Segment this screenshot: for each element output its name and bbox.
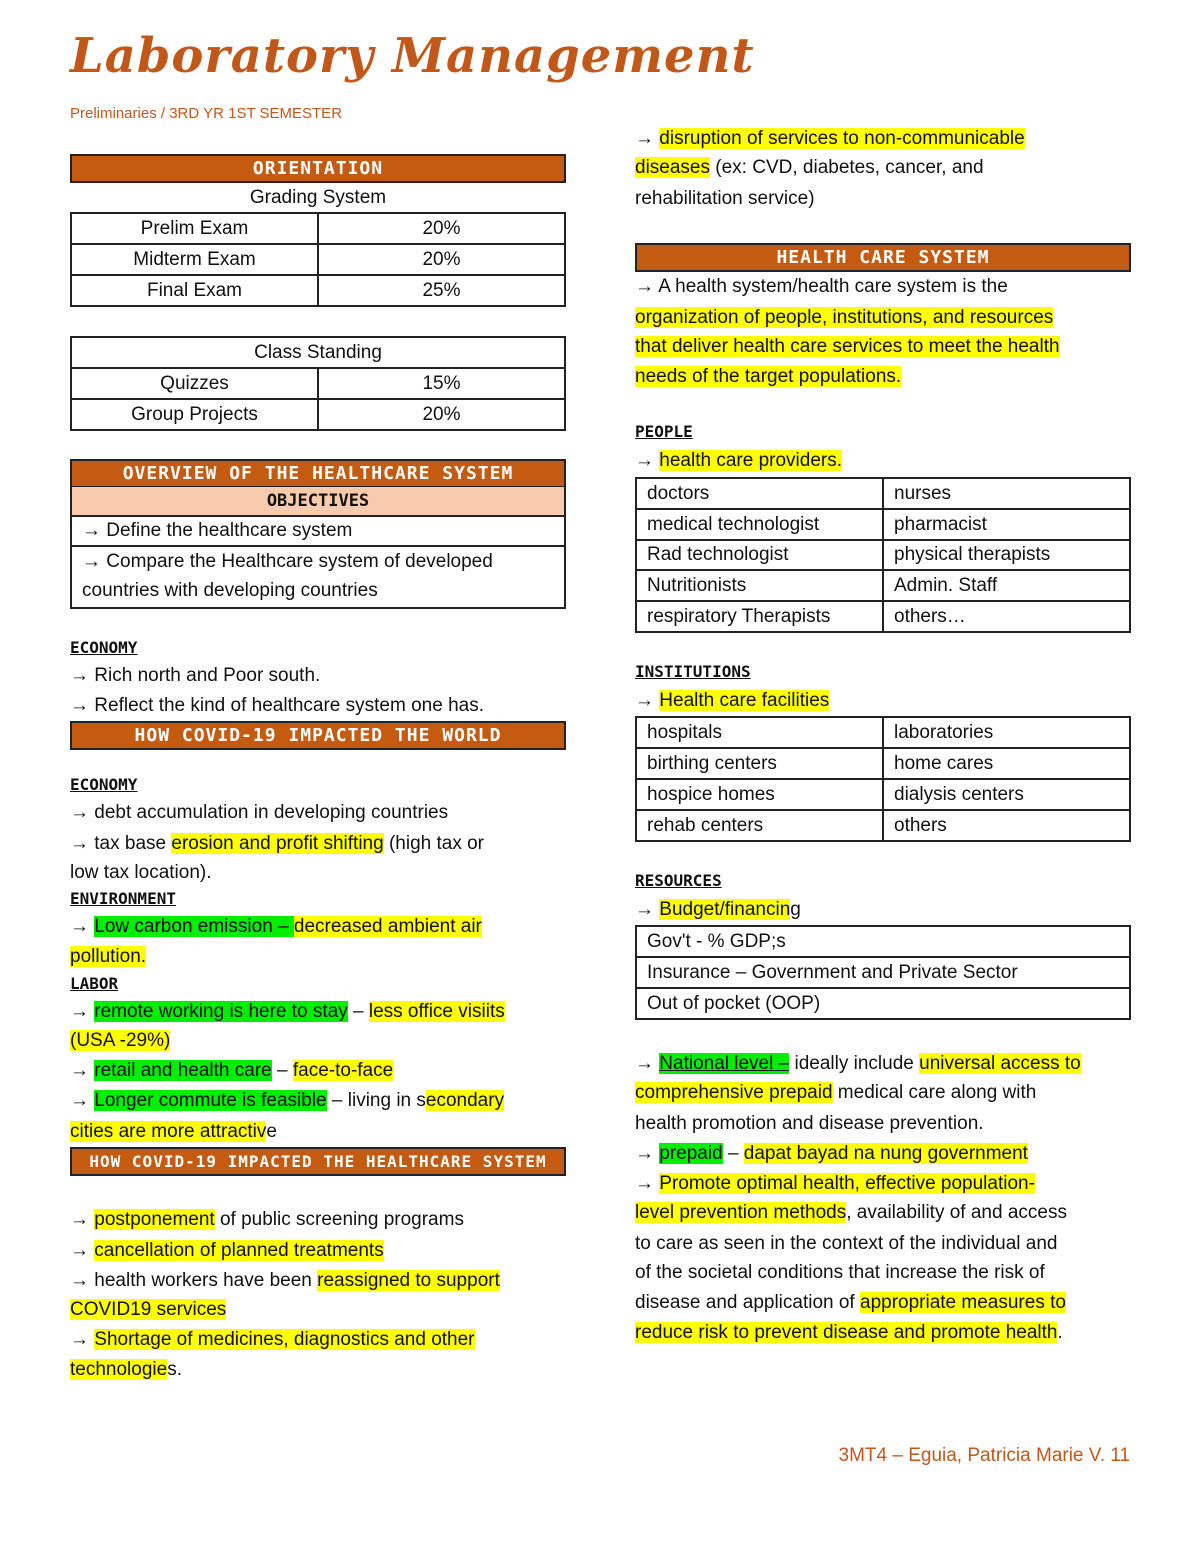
- arrow-text: →: [70, 1090, 95, 1111]
- promote-line: to care as seen in the context of the individual and: [635, 1233, 1058, 1254]
- covid-health-line: [70, 1205, 464, 1235]
- arrow-text: →: [635, 1053, 660, 1074]
- national-line: health promotion and disease prevention.: [635, 1113, 984, 1134]
- highlight-text: technologie: [70, 1359, 168, 1380]
- page-subtitle: Preliminaries / 3RD YR 1ST SEMESTER: [70, 105, 343, 122]
- objective-item: countries with developing countries: [82, 580, 378, 601]
- highlight-text: Budget/financin: [659, 899, 791, 920]
- economy-line: [70, 829, 484, 859]
- table-row: [636, 926, 1130, 957]
- covid-health-header: HOW COVID-19 IMPACTED THE HEALTHCARE SYSTEM: [70, 1147, 566, 1176]
- table-row: [636, 810, 1130, 841]
- covid-health-line: [70, 1236, 384, 1266]
- labor-line: [70, 997, 505, 1027]
- table-cell: physical therapists: [883, 540, 1130, 570]
- table-row: [636, 509, 1130, 540]
- table-cell: Nutritionists: [636, 570, 883, 601]
- table-row: [71, 399, 565, 430]
- highlight-text: less office visiits: [368, 1001, 505, 1022]
- text-run: disease and application of: [635, 1292, 860, 1313]
- highlight-text: retail and health care: [94, 1060, 272, 1081]
- highlight-text: needs of the target populations.: [635, 366, 902, 387]
- table-cell: medical technologist: [636, 509, 883, 540]
- table-cell: pharmacist: [883, 509, 1130, 540]
- table-row: [71, 244, 565, 275]
- highlight-text: dapat bayad na nung government: [743, 1143, 1028, 1164]
- institutions-label: INSTITUTIONS: [635, 662, 751, 681]
- table-cell: doctors: [636, 478, 883, 509]
- table-cell: Rad technologist: [636, 540, 883, 570]
- highlight-text: Longer commute is feasible: [94, 1090, 327, 1111]
- table-cell: others: [883, 810, 1130, 841]
- arrow-text: →: [70, 1329, 95, 1350]
- table-row: [636, 957, 1130, 988]
- text-run: .: [1057, 1322, 1063, 1343]
- table-row: [71, 275, 565, 306]
- objectives-label: OBJECTIVES: [72, 487, 564, 517]
- highlight-text: reassigned to support: [317, 1270, 500, 1291]
- table-cell: laboratories: [883, 717, 1130, 748]
- text-run: → tax base: [70, 833, 172, 854]
- table-cell: hospice homes: [636, 779, 883, 810]
- table-cell: Gov't - % GDP;s: [636, 926, 1130, 957]
- text-run: –: [722, 1143, 744, 1164]
- table-cell: 25%: [318, 275, 565, 306]
- highlight-text: cancellation of planned treatments: [94, 1240, 384, 1261]
- environment-label: ENVIRONMENT: [70, 889, 176, 908]
- highlight-text: diseases: [635, 157, 710, 178]
- labor-line: [70, 1056, 393, 1086]
- highlight-text: econdary: [425, 1090, 505, 1111]
- people-desc: [635, 446, 842, 476]
- labor-line: [70, 1086, 504, 1116]
- text-run: (high tax or: [383, 833, 485, 854]
- objective-item: → Define the healthcare system: [82, 520, 353, 541]
- table-cell: Insurance – Government and Private Sector: [636, 957, 1130, 988]
- hcs-line: → A health system/health care system is the: [635, 276, 1008, 297]
- economy-label: ECONOMY: [70, 638, 138, 657]
- institutions-desc: [635, 686, 829, 716]
- objective-item: → Compare the Healthcare system of developed: [82, 551, 493, 572]
- hcs-line: [635, 303, 1053, 333]
- table-row: [71, 213, 565, 244]
- resources-table: [635, 925, 1131, 1020]
- page-footer: 3MT4 – Eguia, Patricia Marie V. 11: [838, 1445, 1130, 1466]
- resources-label: RESOURCES: [635, 871, 722, 890]
- people-label: PEOPLE: [635, 422, 693, 441]
- highlight-text: that deliver health care services to meet the health: [635, 336, 1060, 357]
- right-line: rehabilitation service): [635, 188, 815, 209]
- economy-line: low tax location).: [70, 862, 212, 883]
- economy-line: → Reflect the kind of healthcare system one has.: [70, 695, 484, 716]
- highlight-text: health care providers.: [659, 450, 842, 471]
- table-cell: Out of pocket (OOP): [636, 988, 1130, 1019]
- table-cell: 20%: [318, 399, 565, 430]
- highlight-text: National level –: [659, 1053, 790, 1074]
- page-title: Laboratory Management: [70, 28, 755, 84]
- text-run: s.: [167, 1359, 182, 1380]
- text-run: ideally include: [789, 1053, 920, 1074]
- highlight-text: remote working is here to stay: [94, 1001, 348, 1022]
- highlight-text: disruption of services to non-communicable: [659, 128, 1025, 149]
- table-cell: dialysis centers: [883, 779, 1130, 810]
- table-cell: Admin. Staff: [883, 570, 1130, 601]
- arrow-text: →: [70, 916, 95, 937]
- table-cell: 20%: [318, 213, 565, 244]
- covid-health-line: [70, 1325, 475, 1355]
- highlight-text: decreased ambient air: [293, 916, 482, 937]
- highlight-text: face-to-face: [292, 1060, 394, 1081]
- environment-line: [70, 912, 482, 942]
- arrow-text: →: [635, 899, 660, 920]
- highlight-text: cities are more attractiv: [70, 1121, 267, 1142]
- text-run: → health workers have been: [70, 1270, 318, 1291]
- institutions-table: [635, 716, 1131, 842]
- highlight-text: universal access to: [919, 1053, 1081, 1074]
- text-run: –: [271, 1060, 293, 1081]
- table-cell: 15%: [318, 368, 565, 399]
- text-run: g: [790, 899, 801, 920]
- table-cell: Prelim Exam: [71, 213, 318, 244]
- highlight-text: level prevention methods: [635, 1202, 847, 1223]
- covid-health-line: [70, 1266, 500, 1296]
- table-row: [71, 368, 565, 399]
- environment-line: [70, 942, 146, 972]
- right-line: [635, 124, 1025, 154]
- arrow-text: →: [635, 450, 660, 471]
- text-run: of public screening programs: [214, 1209, 464, 1230]
- table-cell: home cares: [883, 748, 1130, 779]
- table-cell: respiratory Therapists: [636, 601, 883, 632]
- table-row: [636, 478, 1130, 509]
- table-row: [636, 601, 1130, 632]
- table-cell: nurses: [883, 478, 1130, 509]
- people-table: [635, 477, 1131, 633]
- economy-line: → debt accumulation in developing countries: [70, 802, 449, 823]
- economy-label: ECONOMY: [70, 775, 138, 794]
- highlight-text: reduce risk to prevent disease and promote health: [635, 1322, 1058, 1343]
- text-run: e: [266, 1121, 277, 1142]
- orientation-header: ORIENTATION: [70, 154, 566, 183]
- table-cell: rehab centers: [636, 810, 883, 841]
- highlight-text: Promote optimal health, effective population-: [659, 1173, 1035, 1194]
- health-care-system-header: HEALTH CARE SYSTEM: [635, 243, 1131, 272]
- arrow-text: →: [635, 690, 660, 711]
- arrow-text: →: [635, 1143, 660, 1164]
- table-cell: birthing centers: [636, 748, 883, 779]
- text-run: , availability of and access: [846, 1202, 1067, 1223]
- table-cell: Final Exam: [71, 275, 318, 306]
- table-row: [636, 540, 1130, 570]
- text-run: –: [347, 1001, 369, 1022]
- right-line: [635, 153, 984, 183]
- text-run: medical care along with: [832, 1082, 1037, 1103]
- table-cell: Midterm Exam: [71, 244, 318, 275]
- highlight-text: postponement: [94, 1209, 215, 1230]
- text-run: (ex: CVD, diabetes, cancer, and: [710, 157, 984, 178]
- arrow-text: →: [635, 128, 660, 149]
- table-row: [636, 570, 1130, 601]
- overview-header: OVERVIEW OF THE HEALTHCARE SYSTEM: [70, 459, 566, 488]
- labor-line: [70, 1026, 170, 1056]
- arrow-text: →: [70, 1240, 95, 1261]
- promote-line: of the societal conditions that increase the risk of: [635, 1262, 1045, 1283]
- covid-health-line: [70, 1295, 226, 1325]
- table-row: [636, 779, 1130, 810]
- arrow-text: →: [70, 1060, 95, 1081]
- text-run: – living in s: [326, 1090, 426, 1111]
- highlight-text: comprehensive prepaid: [635, 1082, 833, 1103]
- labor-line: [70, 1117, 277, 1147]
- covid-health-line: [70, 1355, 182, 1385]
- labor-label: LABOR: [70, 974, 119, 993]
- table-cell: 20%: [318, 244, 565, 275]
- highlight-text: appropriate measures to: [860, 1292, 1066, 1313]
- hcs-line: [635, 362, 901, 392]
- table-cell: Group Projects: [71, 399, 318, 430]
- grading-table: [70, 212, 566, 307]
- covid-world-header: HOW COVID-19 IMPACTED THE WORLD: [70, 721, 566, 750]
- highlight-text: prepaid: [659, 1143, 723, 1164]
- highlight-text: Shortage of medicines, diagnostics and other: [94, 1329, 475, 1350]
- class-standing-table: [70, 336, 566, 431]
- arrow-text: →: [70, 1001, 95, 1022]
- highlight-text: Low carbon emission –: [94, 916, 294, 937]
- promote-line: [635, 1288, 1066, 1318]
- table-cell: hospitals: [636, 717, 883, 748]
- arrow-text: →: [70, 1209, 95, 1230]
- highlight-text: Health care facilities: [659, 690, 830, 711]
- grading-label: Grading System: [249, 187, 387, 208]
- national-line: [635, 1049, 1081, 1079]
- highlight-text: organization of people, institutions, and resources: [635, 307, 1054, 328]
- table-row: [71, 337, 565, 368]
- promote-line: [635, 1169, 1035, 1199]
- table-cell: Quizzes: [71, 368, 318, 399]
- table-row: [636, 717, 1130, 748]
- table-row: [636, 988, 1130, 1019]
- table-row: [636, 748, 1130, 779]
- national-line: [635, 1078, 1036, 1108]
- promote-line: [635, 1318, 1063, 1348]
- highlight-text: (USA -29%): [70, 1030, 171, 1051]
- resources-desc: [635, 895, 801, 925]
- promote-line: [635, 1198, 1067, 1228]
- economy-line: → Rich north and Poor south.: [70, 665, 321, 686]
- prepaid-line: [635, 1139, 1028, 1169]
- table-cell: others…: [883, 601, 1130, 632]
- class-standing-label: Class Standing: [71, 337, 565, 368]
- highlight-text: COVID19 services: [70, 1299, 227, 1320]
- hcs-line: [635, 332, 1060, 362]
- arrow-text: →: [635, 1173, 660, 1194]
- highlight-text: erosion and profit shifting: [171, 833, 384, 854]
- highlight-text: pollution.: [70, 946, 147, 967]
